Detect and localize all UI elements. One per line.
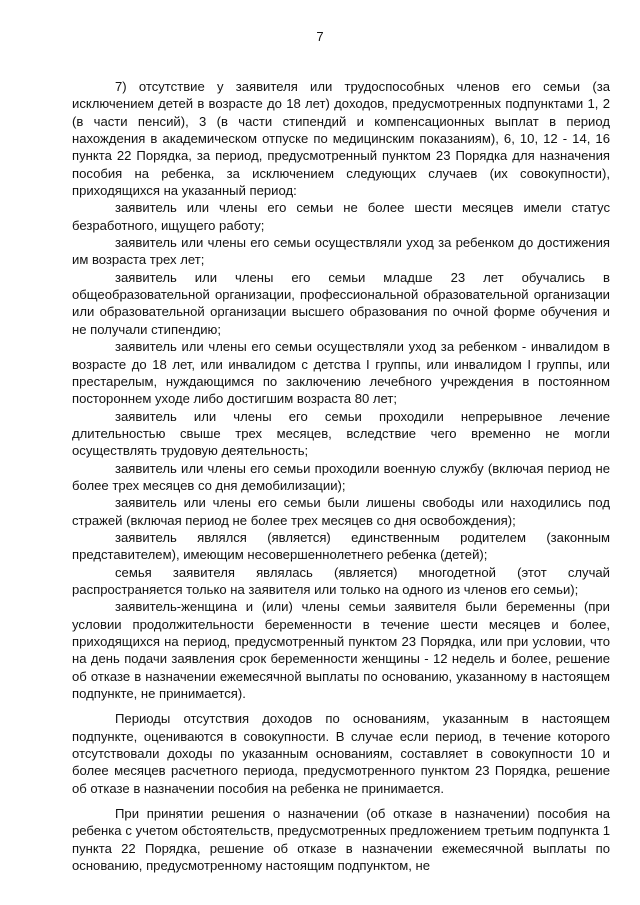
paragraph-pregnancy: заявитель-женщина и (или) члены семьи заявителя были беременны (при условии продолжительности беременности в течение шести месяцев и более, приходящихся на период, предусмотренный пунктом 23 Порядка, или при условии, что на день подачи заявления срок беременности женщины - 12 недель и более, решение об отказе в назначении ежемесячной выплаты по основанию, указанному в настоящем подпункте, не принимается).	[72, 599, 610, 702]
paragraph-decision: При принятии решения о назначении (об отказе в назначении) пособия на ребенка с учетом обстоятельств, предусмотренных предложением третьим подпункта 1 пункта 22 Порядка, решение об отказе в назначении ежемесячной выплаты по основанию, предусмотренному настоящим подпунктом, не	[72, 806, 610, 874]
paragraph-single-parent: заявитель являлся (является) единственным родителем (законным представителем), имеющим несовершеннолетнего ребенка (детей);	[72, 529, 610, 563]
paragraph-students: заявитель или члены его семьи младше 23 лет обучались в общеобразовательной организации, профессиональной образовательной организации или образовательной организации высшего образования по очной форме обучения и не получали стипендию;	[72, 269, 610, 337]
paragraph-medical-treatment: заявитель или члены его семьи проходили непрерывное лечение длительностью свыше трех месяцев, вследствие чего временно не могли осуществлять трудовую деятельность;	[72, 408, 610, 459]
paragraph-military-service: заявитель или члены его семьи проходили военную службу (включая период не более трех месяцев со дня демобилизации);	[72, 460, 610, 493]
document-body	[72, 78, 610, 874]
paragraph-childcare: заявитель или члены его семьи осуществляли уход за ребенком до достижения им возраста трех лет;	[72, 235, 610, 268]
paragraph-disabled-care: заявитель или члены его семьи осуществляли уход за ребенком - инвалидом в возрасте до 18 лет, или инвалидом с детства I группы, или инвалидом I группы, или престарелым, нуждающимся по заключению лечебного учреждения в постоянном постороннем уходе либо достигшим возраста 80 лет;	[72, 339, 610, 407]
paragraph-subclause-7: 7) отсутствие у заявителя или трудоспособных членов его семьи (за исключением детей в возрасте до 18 лет) доходов, предусмотренных подпунктами 1, 2 (в части пенсий), 3 (в части стипендий и компенсационных выплат в период нахождения в академическом отпуске по медицинским показаниям), 6, 10, 12 - 14, 16 пункта 22 Порядка, за период, предусмотренный пунктом 23 Порядка для назначения пособия на ребенка, за исключением следующих случаев (их совокупности), приходящихся на указанный период:	[72, 79, 610, 199]
paragraph-unemployed: заявитель или члены его семьи не более шести месяцев имели статус безработного, ищущего работу;	[72, 200, 610, 233]
page-number: 7	[316, 29, 324, 44]
paragraph-large-family: семья заявителя являлась (является) многодетной (этот случай распространяется только на заявителя или только на одного из членов его семьи);	[72, 564, 610, 597]
paragraph-income-periods: Периоды отсутствия доходов по основаниям, указанным в настоящем подпункте, оцениваются в совокупности. В случае если период, в течение которого отсутствовали доходы по указанным основаниям, составляет в совокупности 10 и более месяцев расчетного периода, предусмотренного пунктом 23 Порядка, решение об отказе в назначении пособия на ребенка не принимается.	[72, 711, 610, 796]
paragraph-imprisonment: заявитель или члены его семьи были лишены свободы или находились под стражей (включая период не более трех месяцев со дня освобождения);	[72, 495, 610, 528]
